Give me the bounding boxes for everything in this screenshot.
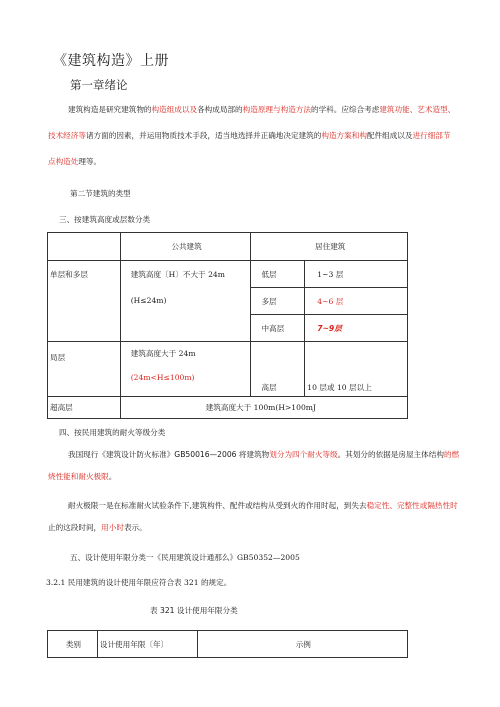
body-text: 止的这段时间， [48,523,102,532]
highlighted-text: 建筑功能、艺术造型、技术经济等 [48,105,456,140]
row1-sub-label: 多层 [251,288,305,315]
row1-public-desc [120,261,251,342]
row2-public-line-b: (24m<H≤100m) [130,373,195,382]
clause-3-2-1: 3.2.1 民用建筑的设计使用年限应符合表 321 的规定。 [46,578,232,587]
body-text: 理等。 [78,157,102,166]
header-residential-building: 居住建筑 [251,233,408,261]
chapter-heading: 第一章绪论 [70,78,128,92]
subsection-height-classification: 三、按建筑高度或层数分类 [59,215,151,224]
row1-public-line-b: (H≤24m) [130,296,167,305]
row1-sub-label: 低层 [251,261,305,288]
highlighted-text: 稳定性、完整性或隔热性时 [366,501,458,510]
body-text: 配件组成以及 [366,131,413,140]
row2-public-desc [120,342,251,397]
body-text: 。其划分的依据是房屋主体结构 [337,450,444,459]
row1-sub-label: 中高层 [251,315,305,342]
row3-value: 建筑高度大于 100m(H>100mJ [120,397,407,419]
row1-sub-value: 1~3 层 [305,261,408,288]
section-heading-types: 第二节建筑的类型 [70,189,131,198]
highlighted-text: 划分为四个耐火等级 [269,450,338,459]
body-text: 。 [108,472,117,481]
row2-res-value: 10 层或 10 层以上 [305,342,408,397]
document-title: 《建筑构造》上册 [53,53,169,69]
highlighted-text: 构造组成以及 [151,105,198,114]
row1-sub-value: 7~9层 [305,315,408,342]
header-design-life: 设计使用年限〔年〕 [97,631,197,658]
body-text: 建筑构造是研究建筑物的 [68,105,152,114]
design-life-table [47,630,408,658]
subsection-design-life: 五、设计使用年限分类一《民用建筑设计通那么》GB50352—2005 [70,553,300,562]
fire-paragraph [48,444,460,488]
highlighted-text: 进行细部节点构造处 [48,131,451,166]
highlighted-text: 构造原理与构造方法 [242,105,311,114]
row2-public-line-a: 建筑高度大于 24m [130,349,196,358]
row-label-high: 局层 [48,342,121,397]
height-classification-table [47,232,408,419]
body-text: 各构成局部的 [197,105,243,114]
header-example: 示例 [197,631,407,658]
body-text: 表示。 [123,523,147,532]
row2-res-label: 高层 [251,342,305,397]
intro-paragraph [48,97,458,175]
header-public-building: 公共建筑 [120,233,251,261]
body-text: 我国现行《建筑设计防火标准》GB50016—2006 将建筑物 [68,450,270,459]
row-label-low-multi: 单层和多层 [48,261,121,342]
table-caption: 表 321 设计使用年限分类 [150,606,238,615]
table-cell-empty [48,233,121,261]
fire-limit-paragraph [48,495,460,539]
row1-sub-value: 4~6 层 [305,288,408,315]
highlighted-text: 用小时 [101,523,124,532]
highlighted-text: 的燃烧性能和耐火极限 [48,450,460,481]
body-text: 的学科。应综合考虑 [311,105,380,114]
row-label-super-high: 超高层 [48,397,121,419]
body-text: 耐火极限一是在标准耐火试验条件下,建筑构件、配件或结构从受到火的作用时起，到失去 [68,501,367,510]
row1-public-line-a: 建筑高度〔H〕不大于 24m [130,270,225,279]
header-category: 类别 [48,631,98,658]
highlighted-text: 构造方案和构 [321,131,367,140]
subsection-fire-classification: 四、按民用建筑的耐火等级分类 [59,428,166,437]
body-text: 诸方面的因素，并运用物质技术手段，适当地选择并正确地决定建筑的 [85,131,322,140]
